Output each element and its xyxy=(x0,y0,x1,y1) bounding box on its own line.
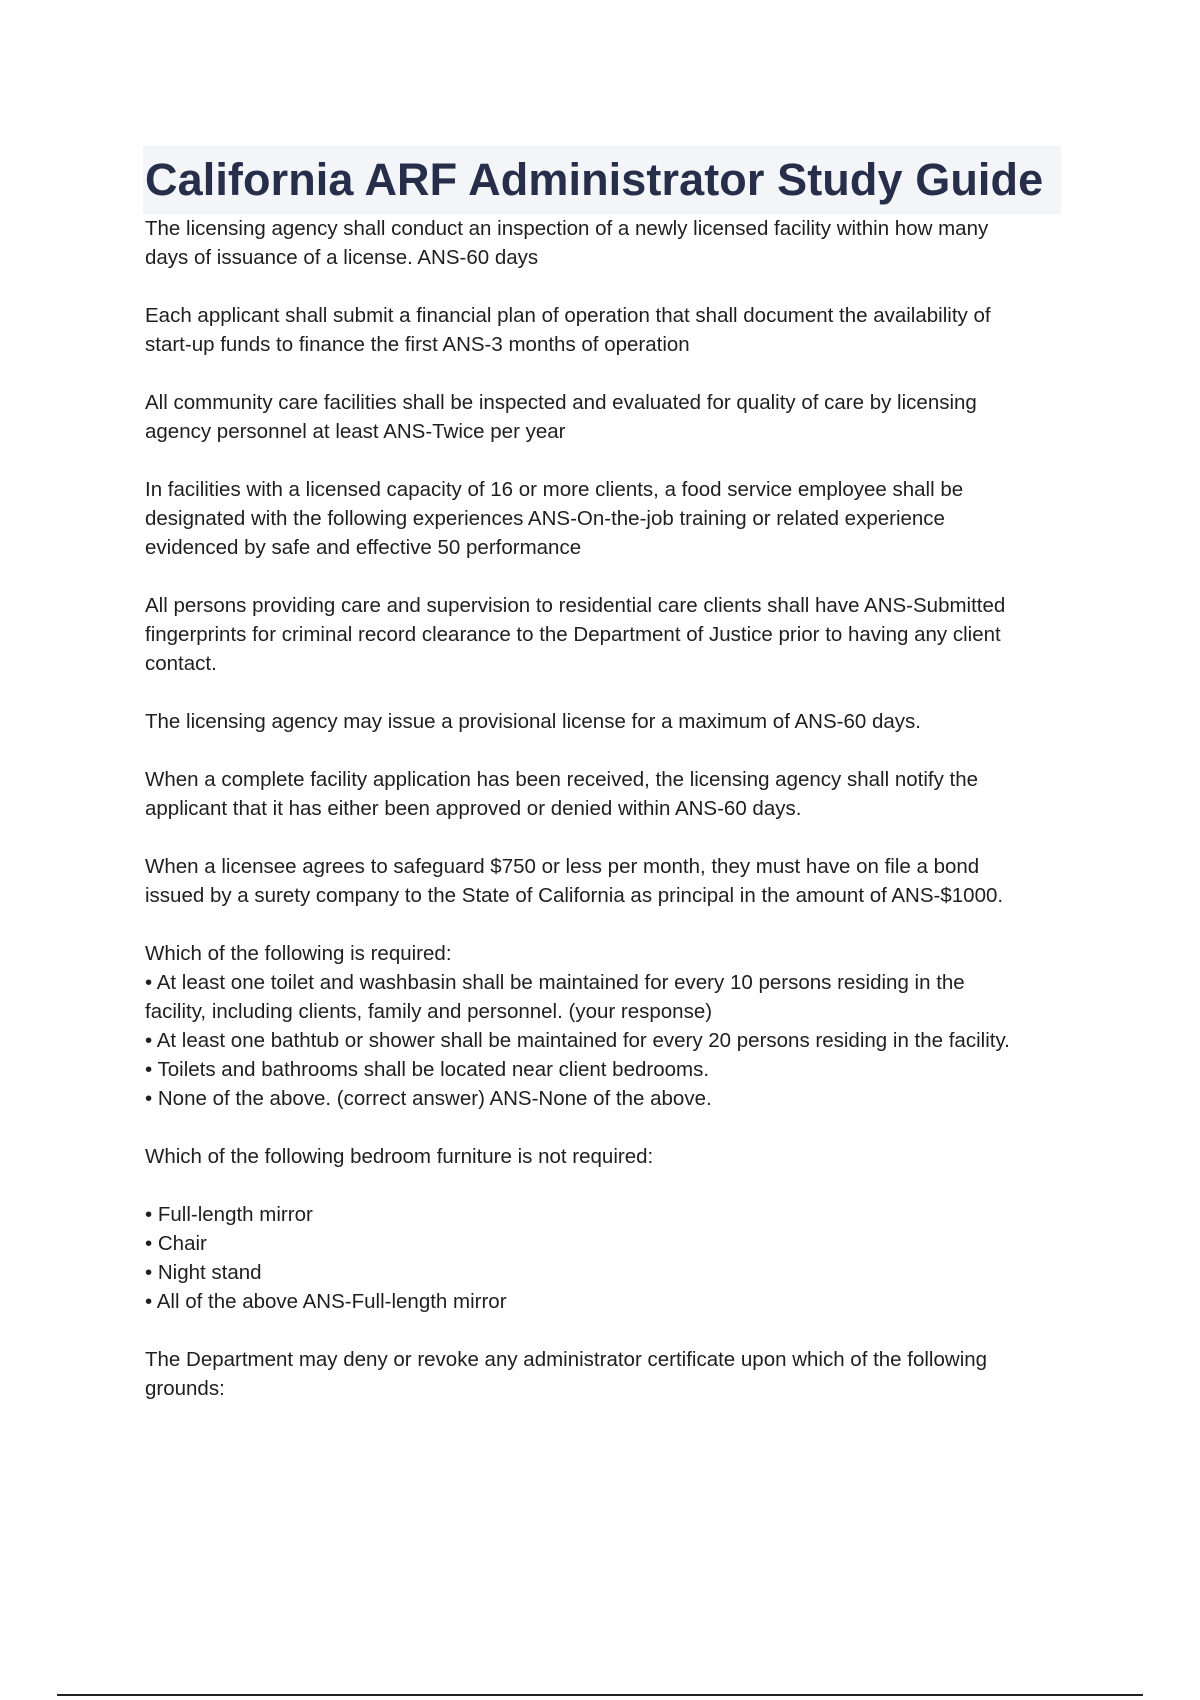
text-line: issued by a surety company to the State of California as principal in the amount of ANS-$1000. xyxy=(145,884,1004,907)
question-item xyxy=(145,1345,1085,1403)
question-item xyxy=(145,939,1085,1113)
text-line: agency personnel at least ANS-Twice per year xyxy=(145,420,566,443)
text-line: designated with the following experiences ANS-On-the-job training or related experience xyxy=(145,507,945,530)
options-list xyxy=(145,1200,1085,1316)
text-line: All persons providing care and supervision to residential care clients shall have ANS-Submitted xyxy=(145,594,1006,617)
question-item xyxy=(145,591,1085,678)
text-line: contact. xyxy=(145,652,217,675)
bullet-option: • Toilets and bathrooms shall be located near client bedrooms. xyxy=(145,1058,710,1081)
question-item xyxy=(145,388,1085,446)
text-line: All community care facilities shall be inspected and evaluated for quality of care by licensing xyxy=(145,391,977,414)
text-line: evidenced by safe and effective 50 performance xyxy=(145,536,582,559)
bullet-option: • At least one toilet and washbasin shall be maintained for every 10 persons residing in the xyxy=(145,971,965,994)
bullet-option: • At least one bathtub or shower shall be maintained for every 20 persons residing in the facility. xyxy=(145,1029,1010,1052)
question-item xyxy=(145,214,1085,272)
text-line: When a complete facility application has been received, the licensing agency shall notify the xyxy=(145,768,979,791)
text-line: Which of the following is required: xyxy=(145,942,452,965)
document-page xyxy=(145,146,1085,1432)
question-item xyxy=(145,301,1085,359)
text-line: grounds: xyxy=(145,1377,225,1400)
text-line: facility, including clients, family and personnel. (your response) xyxy=(145,1000,713,1023)
question-item xyxy=(145,765,1085,823)
question-item xyxy=(145,1142,1085,1171)
text-line: start-up funds to finance the first ANS-3 months of operation xyxy=(145,333,690,356)
bullet-option: • Night stand xyxy=(145,1261,262,1284)
bullet-option: • All of the above ANS-Full-length mirror xyxy=(145,1290,507,1313)
text-line: The licensing agency shall conduct an inspection of a newly licensed facility within how many xyxy=(145,217,989,240)
bullet-option: • Chair xyxy=(145,1232,207,1255)
page-bottom-divider xyxy=(57,1694,1143,1696)
question-item xyxy=(145,852,1085,910)
text-line: applicant that it has either been approved or denied within ANS-60 days. xyxy=(145,797,802,820)
question-item xyxy=(145,475,1085,562)
bullet-option: • None of the above. (correct answer) ANS-None of the above. xyxy=(145,1087,712,1110)
text-line: In facilities with a licensed capacity of 16 or more clients, a food service employee shall be xyxy=(145,478,964,501)
text-line: days of issuance of a license. ANS-60 days xyxy=(145,246,539,269)
text-line: fingerprints for criminal record clearance to the Department of Justice prior to having any client xyxy=(145,623,1001,646)
page-title: California ARF Administrator Study Guide xyxy=(145,154,1044,205)
text-line: The licensing agency may issue a provisional license for a maximum of ANS-60 days. xyxy=(145,710,921,733)
bullet-option: • Full-length mirror xyxy=(145,1203,313,1226)
text-line: When a licensee agrees to safeguard $750 or less per month, they must have on file a bond xyxy=(145,855,980,878)
text-line: The Department may deny or revoke any administrator certificate upon which of the following xyxy=(145,1348,988,1371)
question-item xyxy=(145,707,1085,736)
title-highlight xyxy=(143,146,1061,214)
text-line: Each applicant shall submit a financial plan of operation that shall document the availability of xyxy=(145,304,991,327)
question-list xyxy=(145,214,1085,1403)
text-line: Which of the following bedroom furniture is not required: xyxy=(145,1145,654,1168)
